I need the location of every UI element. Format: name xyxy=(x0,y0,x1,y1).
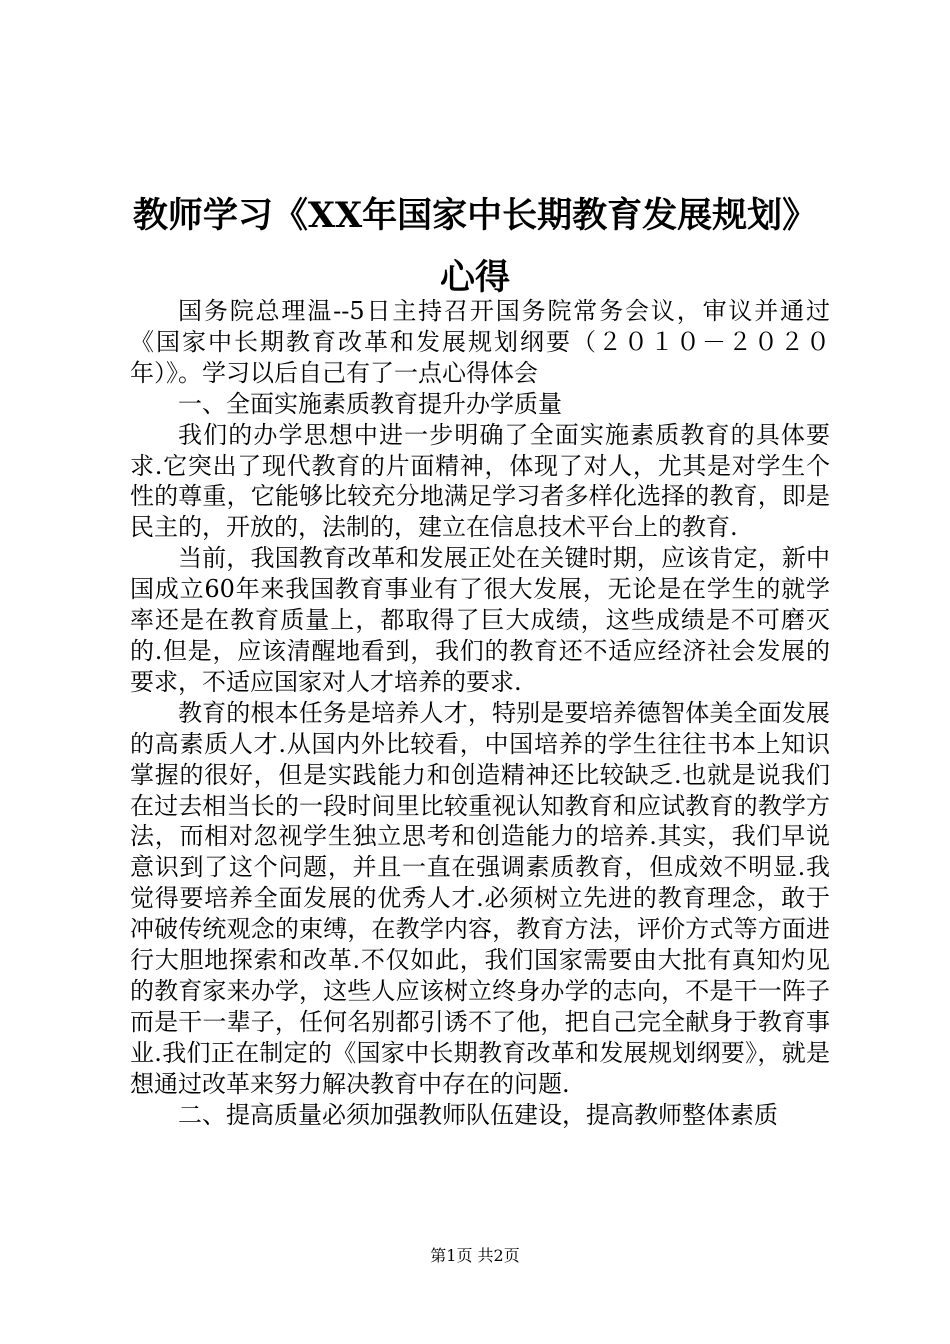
document-title: 教师学习《XX年国家中长期教育发展规划》 xyxy=(132,195,818,236)
paragraph: 当前，我国教育改革和发展正处在关键时期，应该肯定，新中国成立60年来我国教育事业有了很大发展，无论是在学生的就学率还是在教育质量上，都取得了巨大成绩，这些成绩是不可磨灭的.但是，应该清醒地看到，我们的教育还不适应经济社会发展的要求，不适应国家对人才培养的要求. xyxy=(130,544,830,696)
section-heading-2: 二、提高质量必须加强教师队伍建设，提高教师整体素质 xyxy=(178,1100,778,1129)
paragraph: 教育的根本任务是培养人才，特别是要培养德智体美全面发展的高素质人才.从国内外比较看，中国培养的学生往往书本上知识掌握的很好，但是实践能力和创造精神还比较缺乏.也就是说我们在过去相当长的一段时间里比较重视认知教育和应试教育的教学方法，而相对忽视学生独立思考和创造能力的培养.其实，我们早说意识到了这个问题，并且一直在强调素质教育，但成效不明显.我觉得要培养全面发展的优秀人才.必须树立先进的教育理念，敢于冲破传统观念的束缚，在教学内容，教育方法，评价方式等方面进行大胆地探索和改革.不仅如此，我们国家需要由大批有真知灼见的教育家来办学，这些人应该树立终身办学的志向，不是干一阵子而是干一辈子，任何名别都引诱不了他，把自己完全献身于教育事业.我们正在制定的《国家中长期教育改革和发展规划纲要》，就是想通过改革来努力解决教育中存在的问题. xyxy=(130,698,830,1098)
page-number-footer: 第1页 共2页 xyxy=(430,1246,520,1265)
paragraph-intro: 国务院总理温--5日主持召开国务院常务会议，审议并通过《国家中长期教育改革和发展规划纲要（２０１０－２０２０年）》。学习以后自己有了一点心得体会 xyxy=(130,297,830,387)
paragraph: 我们的办学思想中进一步明确了全面实施素质教育的具体要求.它突出了现代教育的片面精神，体现了对人，尤其是对学生个性的尊重，它能够比较充分地满足学习者多样化选择的教育，即是民主的，开放的，法制的，建立在信息技术平台上的教育. xyxy=(130,420,830,542)
document-body xyxy=(130,296,830,1130)
section-heading-1: 一、全面实施素质教育提升办学质量 xyxy=(178,389,562,418)
document-title-continuation: 心得 xyxy=(439,257,510,298)
